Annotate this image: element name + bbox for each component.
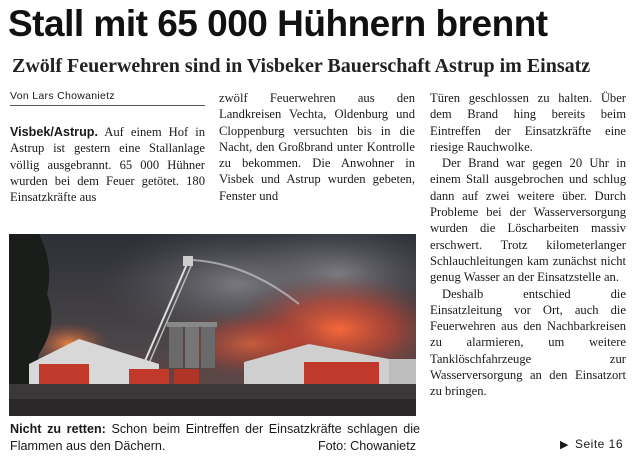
column-2-text: zwölf Feuerwehren aus den Landkreisen Vechta, Oldenburg und Cloppenburg versuchten bis in die Nacht, den Großbrand unter Kontrolle zu bekommen. Die Anwohner in Visbek und Astrup wurden gebeten, Fenster und bbox=[219, 91, 415, 203]
continuation-label: Seite 16 bbox=[574, 437, 624, 451]
byline: Von Lars Chowanietz bbox=[10, 90, 205, 106]
article-column-1 bbox=[10, 124, 205, 205]
article-column-2 bbox=[219, 90, 415, 204]
arrow-right-icon: ▶ bbox=[560, 439, 569, 451]
fire-scene-illustration bbox=[9, 234, 416, 416]
lead-place: Visbek/Astrup. bbox=[10, 125, 98, 139]
caption-text: Schon beim Eintreffen der Einsatzkräfte schlagen die Flammen aus den Dächern. bbox=[10, 422, 421, 453]
column-3-paragraph-2: Der Brand war gegen 20 Uhr in einem Stall ausgebrochen und schlug dann auf zwei weitere über. Durch Probleme bei der Wasserversorgung wurden die Löscharbeiten massiv erschwert. Trotz kilometerlanger Schlauchleitungen kam zunächst nicht genug Wasser an der Einsatzstelle an. bbox=[430, 156, 626, 285]
caption-lead: Nicht zu retten: bbox=[10, 422, 106, 436]
photo-caption bbox=[10, 421, 420, 455]
headline: Stall mit 65 000 Hühnern brennt bbox=[8, 3, 548, 44]
continuation-link[interactable] bbox=[560, 437, 623, 451]
article-column-3 bbox=[430, 90, 626, 400]
column-3-paragraph-1: Türen geschlossen zu halten. Über dem Brand hing bereits beim Eintreffen der Einsatzkräfte eine riesige Rauchwolke. bbox=[430, 91, 626, 154]
photo-credit: Foto: Chowanietz bbox=[312, 438, 416, 455]
column-1-text: Auf einem Hof in Astrup ist gestern eine Stallanlage völlig ausgebrannt. 65 000 Hühner wurden bei dem Feuer getötet. 180 Einsatzkräfte aus bbox=[10, 125, 205, 205]
column-3-paragraph-3: Deshalb entschied die Einsatzleitung vor Ort, auch die Feuerwehren aus den Nachbarkreisen zu alarmieren, um weitere Tanklöschfahrzeuge zur Wasserversorgung an den Einsatzort zu bringen. bbox=[430, 286, 626, 399]
subheadline: Zwölf Feuerwehren sind in Visbeker Bauerschaft Astrup im Einsatz bbox=[12, 55, 591, 77]
fire-photo bbox=[9, 234, 416, 416]
